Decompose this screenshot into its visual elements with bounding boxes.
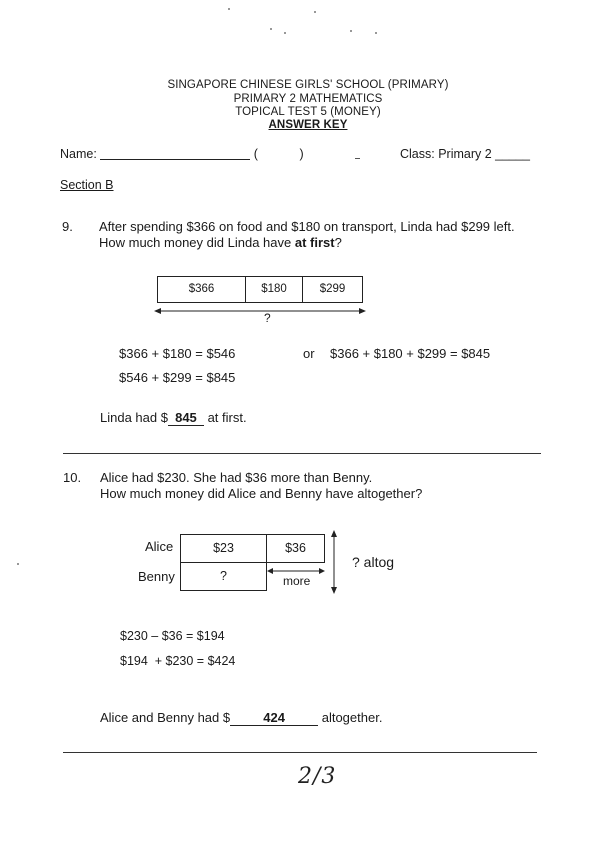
- q10-text-line2: How much money did Alice and Benny have altogether?: [100, 486, 423, 501]
- q10-answer-prefix: Alice and Benny had $: [100, 710, 231, 725]
- q10-answer-line: [100, 710, 382, 726]
- q10-altogether-label: ? altog: [352, 554, 395, 570]
- scan-speck: [350, 30, 352, 32]
- q9-bar-food: $366: [157, 276, 246, 303]
- scan-speck: [270, 28, 272, 30]
- q10-divider: [63, 752, 537, 753]
- scan-speck: [284, 32, 286, 34]
- register-open-paren: (: [253, 147, 258, 161]
- q10-answer-value: 424: [230, 710, 318, 726]
- q9-working-1: $366 + $180 = $546: [119, 346, 236, 361]
- test-title: TOPICAL TEST 5 (MONEY): [235, 106, 381, 118]
- q9-or: or: [303, 346, 315, 361]
- register-close-paren: ): [299, 147, 304, 161]
- q9-answer-suffix: at first.: [203, 410, 247, 425]
- q10-working-2: $194 + $230 = $424: [120, 654, 236, 668]
- q9-line2-text: How much money did Linda have: [99, 235, 295, 250]
- q10-altogether-arrow: [329, 530, 339, 594]
- q9-answer-line: [100, 410, 247, 426]
- q10-label-benny: Benny: [138, 569, 175, 584]
- q9-alt-working: $366 + $180 + $299 = $845: [330, 346, 491, 361]
- q10-text-line1: Alice had $230. She had $36 more than Benny.: [100, 470, 373, 485]
- scan-speck: [314, 11, 316, 13]
- name-line: [60, 147, 304, 161]
- q9-text-line1: After spending $366 on food and $180 on transport, Linda had $299 left.: [99, 219, 515, 234]
- class-label: Class: Primary 2 _____: [400, 147, 530, 161]
- q10-label-alice: Alice: [145, 539, 174, 554]
- q9-text-line2: [99, 235, 342, 250]
- q9-line2-end: ?: [334, 235, 342, 250]
- q9-line2-emphasis: at first: [294, 235, 335, 250]
- school-name: SINGAPORE CHINESE GIRLS' SCHOOL (PRIMARY): [167, 79, 449, 91]
- q10-alice-part: $23: [180, 534, 267, 563]
- q9-working-2: $546 + $299 = $845: [119, 370, 236, 385]
- q9-total-unknown: ?: [264, 311, 271, 325]
- speck-mark: [355, 158, 360, 159]
- q10-number: 10.: [63, 470, 82, 485]
- q9-bar-left: $299: [302, 276, 363, 303]
- q10-alice-extra: $36: [266, 534, 325, 563]
- name-blank: [100, 159, 250, 160]
- subject-title: PRIMARY 2 MATHEMATICS: [233, 93, 383, 105]
- q9-divider: [63, 453, 541, 454]
- q9-answer-prefix: Linda had $: [100, 410, 168, 425]
- q10-more-label: more: [283, 574, 311, 588]
- answer-key-title: ANSWER KEY: [268, 119, 348, 131]
- q9-total-arrow: [152, 305, 368, 317]
- page-mark: 2/3: [298, 764, 337, 789]
- scan-speck: [228, 8, 230, 10]
- q10-answer-suffix: altogether.: [318, 710, 383, 725]
- q10-benny-bar: ?: [180, 562, 267, 591]
- q9-answer-value: 845: [168, 410, 204, 426]
- scan-speck: [17, 563, 19, 565]
- section-heading: Section B: [60, 178, 114, 192]
- q9-number: 9.: [62, 219, 73, 234]
- scan-speck: [375, 32, 377, 34]
- q10-working-1: $230 – $36 = $194: [120, 629, 225, 643]
- q9-bar-transport: $180: [245, 276, 303, 303]
- name-label: Name:: [60, 147, 97, 161]
